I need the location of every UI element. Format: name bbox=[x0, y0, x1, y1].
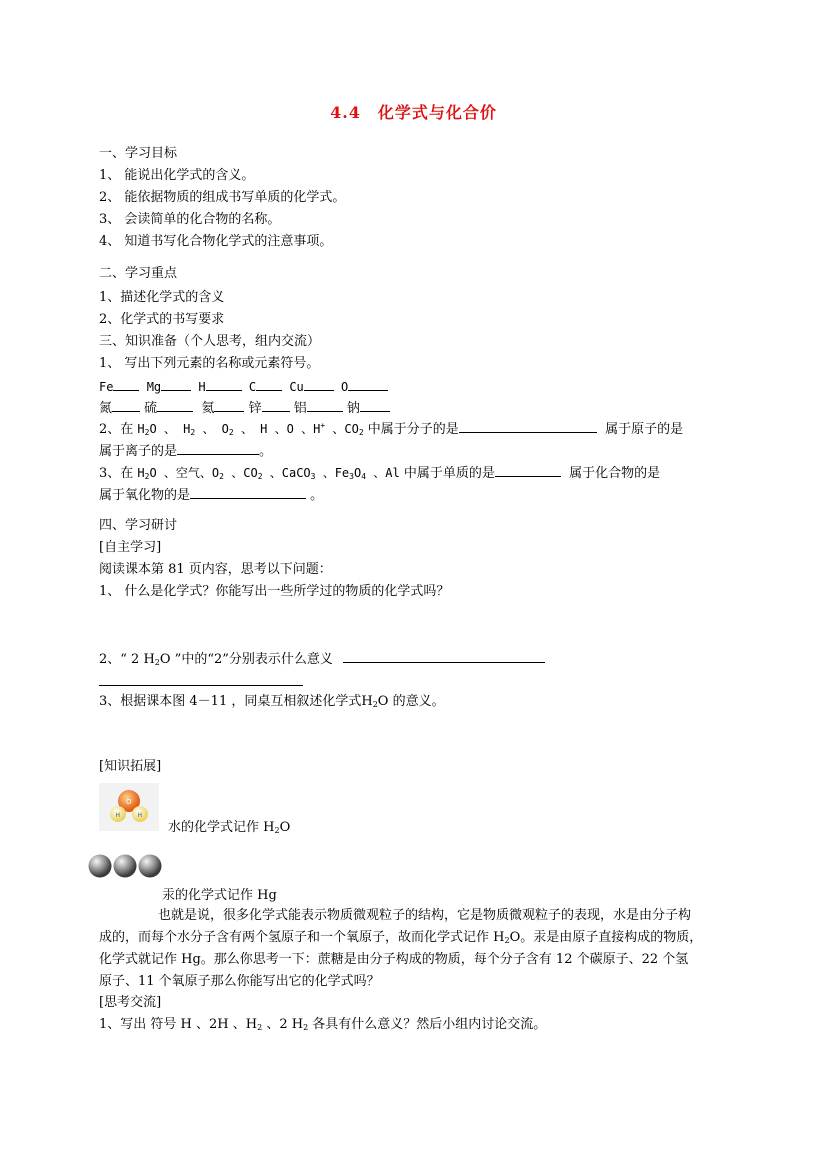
keypoint-item: 2、化学式的书写要求 bbox=[99, 312, 225, 327]
section-heading-keypoints: 二、学习重点 bbox=[99, 266, 178, 281]
answer-blank[interactable] bbox=[190, 486, 306, 499]
question-molecules-cont: 属于离子的是 。 bbox=[99, 444, 273, 459]
svg-text:H: H bbox=[137, 812, 143, 819]
section-heading-study: 四、学习研讨 bbox=[99, 518, 178, 533]
element-name: 硫 bbox=[144, 401, 158, 416]
symbol-item: O bbox=[341, 380, 349, 394]
objective-item: 3、 会读简单的化合物的名称。 bbox=[99, 212, 281, 227]
subheading-self-study: [自主学习] bbox=[99, 540, 162, 555]
element-name: 钠 bbox=[346, 401, 360, 416]
symbol-item: H bbox=[198, 380, 206, 394]
answer-blank[interactable] bbox=[262, 399, 290, 412]
element-name: 氮 bbox=[99, 401, 113, 416]
answer-blank[interactable] bbox=[161, 378, 191, 391]
answer-blank[interactable] bbox=[495, 464, 561, 477]
subheading-extension: [知识拓展] bbox=[99, 759, 162, 774]
answer-blank[interactable] bbox=[343, 650, 545, 663]
question-substances-cont: 属于氧化物的是 。 bbox=[99, 488, 324, 503]
symbol-item: Fe bbox=[99, 380, 114, 394]
symbol-item: C bbox=[248, 380, 257, 394]
symbol-item: Cu bbox=[289, 380, 304, 394]
symbol-row bbox=[99, 378, 388, 395]
study-question: 3、根据课本图 4－11 ，同桌互相叙述化学式$H_2O$ 的意义。 bbox=[99, 694, 445, 709]
svg-text:H: H bbox=[115, 812, 121, 819]
answer-line[interactable] bbox=[99, 685, 303, 686]
answer-blank[interactable] bbox=[206, 378, 242, 391]
section-heading-objectives: 一、学习目标 bbox=[99, 146, 178, 161]
water-caption: 水的化学式记作 $H_2O$ bbox=[168, 820, 291, 835]
section-heading-preparation: 三、知识准备（个人思考，组内交流） bbox=[99, 334, 321, 349]
answer-blank[interactable] bbox=[157, 399, 193, 412]
paragraph-line: 原子、11 个氧原子那么你能写出它的化学式吗？ bbox=[99, 974, 380, 989]
answer-blank[interactable] bbox=[256, 378, 282, 391]
element-name: 氦 bbox=[201, 401, 215, 416]
paragraph-line: 也就是说，很多化学式能表示物质微观粒子的结构，它是物质微观粒子的表现，水是由分子构 bbox=[158, 908, 692, 923]
objective-item: 4、 知道书写化合物化学式的注意事项。 bbox=[99, 234, 333, 249]
water-molecule-image bbox=[99, 783, 159, 831]
element-name-row bbox=[99, 399, 390, 417]
answer-blank[interactable] bbox=[113, 378, 139, 391]
objective-item: 1、 能说出化学式的含义。 bbox=[99, 168, 255, 183]
answer-blank[interactable] bbox=[304, 378, 334, 391]
formula-list: $H_2O$ 、空气、$O_2$ 、$CO_2$ 、CaCO$_3$ 、$Fe_3O_4$ 、Al bbox=[137, 466, 400, 481]
question-molecules: 2、在 $H_2O$ 、 $H_2$ 、 $O_2$ 、 H 、O 、H+ 、$CO_2$ 中属于分子的是 属于原子的是 bbox=[99, 421, 684, 437]
objective-item: 2、 能依据物质的组成书写单质的化学式。 bbox=[99, 190, 346, 205]
element-name: 锌 bbox=[248, 401, 262, 416]
answer-blank[interactable] bbox=[459, 420, 597, 433]
answer-blank[interactable] bbox=[348, 378, 388, 391]
answer-blank[interactable] bbox=[360, 399, 390, 412]
reading-instruction: 阅读课本第 81 页内容，思考以下问题： bbox=[99, 562, 332, 577]
page-title: 4.4 化学式与化合价 bbox=[330, 103, 497, 122]
discussion-question: 1、写出 符号 H 、2H 、$H_2$ 、2 $H_2$ 各具有什么意义？然后小组内讨论交流。 bbox=[99, 1017, 547, 1032]
answer-blank[interactable] bbox=[112, 399, 140, 412]
study-question: 1、 什么是化学式？你能写出一些所学过的物质的化学式吗？ bbox=[99, 584, 450, 599]
svg-text:O: O bbox=[126, 798, 132, 806]
formula-list: $H_2O$ 、 $H_2$ 、 $O_2$ 、 H 、O 、H+ 、$CO_2$ bbox=[137, 421, 364, 437]
question-elements: 1、 写出下列元素的名称或元素符号。 bbox=[99, 356, 320, 371]
element-name: 铝 bbox=[293, 401, 307, 416]
answer-blank[interactable] bbox=[307, 399, 343, 412]
symbol-item: Mg bbox=[146, 380, 162, 394]
study-question: 2、“ 2 $H_2O$ ”中的“2”分别表示什么意义 bbox=[99, 650, 545, 668]
mercury-atoms-image bbox=[87, 853, 165, 879]
subheading-discussion: [思考交流] bbox=[99, 995, 162, 1010]
question-substances: 3、在 $H_2O$ 、空气、$O_2$ 、$CO_2$ 、CaCO$_3$ 、$Fe_3O_4$ 、Al 中属于单质的是 属于化合物的是 bbox=[99, 466, 661, 481]
answer-blank[interactable] bbox=[214, 399, 244, 412]
mercury-caption: 汞的化学式记作 Hg bbox=[162, 888, 277, 903]
paragraph-line: 化学式就记作 Hg。那么你思考一下：蔗糖是由分子构成的物质，每个分子含有 12 个碳原子、22 个氢 bbox=[99, 952, 689, 967]
paragraph-line: 成的，而每个水分子含有两个氢原子和一个氧原子，故而化学式记作 $H_2O$。汞是由原子直接构成的物质， bbox=[99, 930, 703, 945]
answer-blank[interactable] bbox=[177, 442, 259, 455]
keypoint-item: 1、描述化学式的含义 bbox=[99, 290, 225, 305]
